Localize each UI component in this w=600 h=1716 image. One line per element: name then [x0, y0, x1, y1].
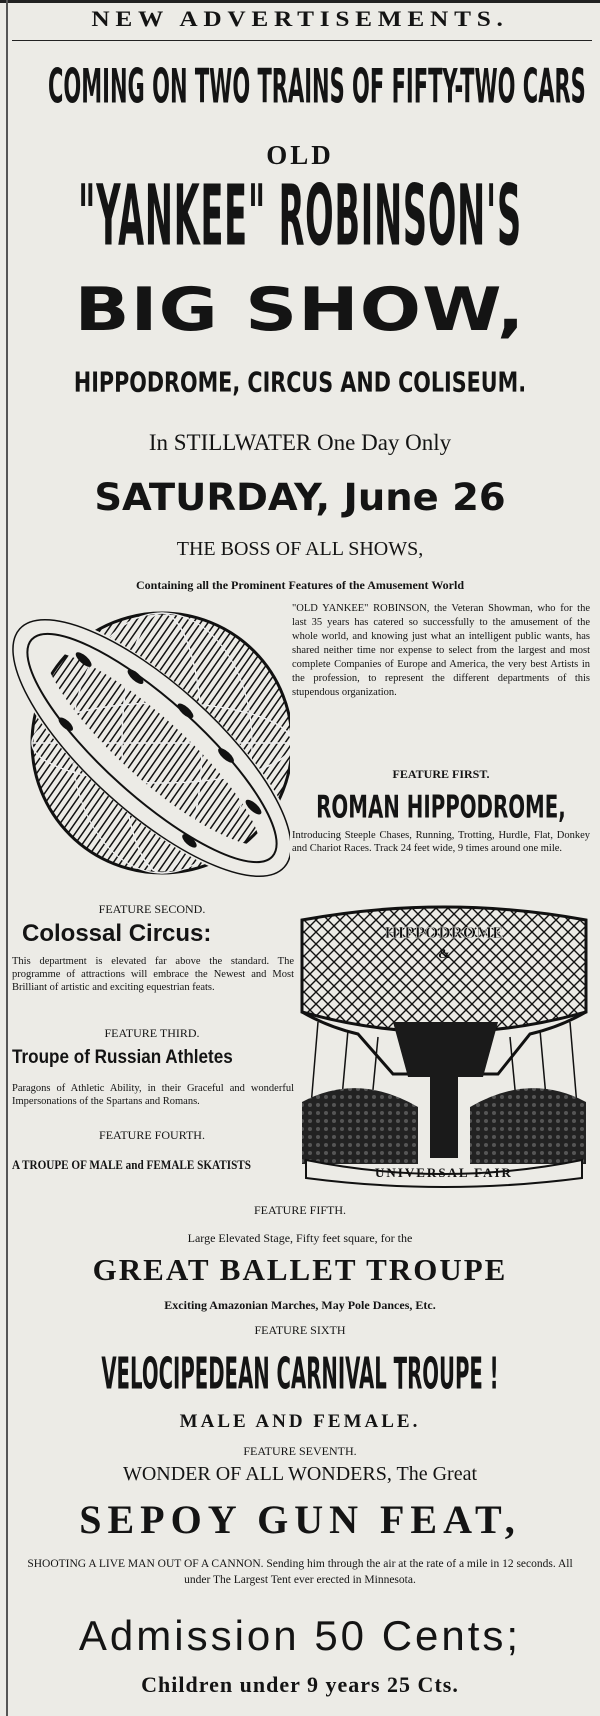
- top-rule: [0, 0, 600, 3]
- feature-seventh-title: SEPOY GUN FEAT,: [79, 1497, 521, 1542]
- children-price: Children under 9 years 25 Cts.: [141, 1672, 459, 1697]
- feature-fifth-text: Exciting Amazonian Marches, May Pole Dances, Etc.: [164, 1298, 436, 1312]
- feature-sixth-subtitle: MALE AND FEMALE.: [179, 1411, 421, 1432]
- globe-racetrack-icon: [12, 598, 290, 890]
- feature-fifth-title: GREAT BALLET TROUPE: [92, 1252, 508, 1287]
- tent-banner-bottom: UNIVERSAL FAIR: [375, 1165, 513, 1180]
- containing-line: Containing all the Prominent Features of the Amusement World: [136, 578, 464, 592]
- location-line: In STILLWATER One Day Only: [148, 430, 452, 455]
- section-title: NEW ADVERTISEMENTS.: [91, 6, 509, 31]
- hippodrome-tent-icon: [298, 902, 590, 1192]
- header-divider: [12, 40, 592, 41]
- feature-fifth-subtitle: Large Elevated Stage, Fifty feet square, for the: [187, 1231, 413, 1245]
- hippodrome-circus-line: HIPPODROME, CIRCUS AND COLISEUM.: [73, 367, 527, 399]
- feature-second-title: Colossal Circus:: [22, 920, 212, 947]
- feature-seventh-text: SHOOTING A LIVE MAN OUT OF A CANNON. Sending him through the air at the rate of a mile in 12 seconds. All under The Largest Tent ever erected in Minnesota.: [27, 1558, 573, 1586]
- big-show-headline: BIG SHOW,: [74, 275, 526, 345]
- intro-paragraph: "OLD YANKEE" ROBINSON, the Veteran Showman, who for the last 35 years has catered so successfully to the amusement of the whole world, and knowing just what an intelligent public wants, has shared neither time nor expense to select from the largest and most complete Companies of Europe and America, the very best Artists in the profession, to represent the different departments of this stupendous organization.: [292, 603, 590, 698]
- feature-second-text: This department is elevated far above the standard. The programme of attractions will embrace the Newest and Most Brilliant of artistic and exciting equestrian feats.: [12, 956, 294, 993]
- yankee-robinson-headline: "YANKEE" ROBINSON'S: [78, 168, 522, 266]
- tent-banner-ampersand: &: [438, 947, 450, 962]
- feature-fourth-title: A TROUPE OF MALE and FEMALE SKATISTS: [12, 1157, 251, 1172]
- feature-third-label: FEATURE THIRD.: [104, 1026, 200, 1040]
- date-headline: SATURDAY, June 26: [94, 476, 506, 519]
- feature-seventh-subtitle: WONDER OF ALL WONDERS, The Great: [122, 1463, 478, 1485]
- feature-sixth-label: FEATURE SIXTH: [254, 1323, 346, 1337]
- feature-second-label: FEATURE SECOND.: [98, 902, 206, 916]
- tent-banner-top: HIPPODROME: [384, 923, 504, 942]
- old-label: OLD: [266, 140, 334, 170]
- feature-third-text: Paragons of Athletic Ability, in their Graceful and wonderful Impersonations of the Spartans and Romans.: [12, 1083, 294, 1107]
- feature-third-title: Troupe of Russian Athletes: [12, 1047, 233, 1068]
- feature-sixth-title: VELOCIPEDEAN CARNIVAL TROUPE !: [101, 1348, 499, 1400]
- feature-seventh-label: FEATURE SEVENTH.: [243, 1444, 357, 1458]
- coming-headline: COMING ON TWO TRAINS OF FIFTY-TWO CARS: [48, 58, 586, 115]
- feature-first-label: FEATURE FIRST.: [392, 767, 490, 781]
- boss-line: THE BOSS OF ALL SHOWS,: [176, 538, 424, 560]
- admission-price: Admission 50 Cents;: [78, 1612, 522, 1659]
- feature-first-title: ROMAN HIPPODROME,: [316, 791, 566, 826]
- feature-fourth-label: FEATURE FOURTH.: [99, 1128, 205, 1142]
- feature-first-text: Introducing Steeple Chases, Running, Trotting, Hurdle, Flat, Donkey and Chariot Races. Track 24 feet wide, 9 times around one mile.: [292, 830, 590, 854]
- feature-fifth-label: FEATURE FIFTH.: [253, 1203, 346, 1217]
